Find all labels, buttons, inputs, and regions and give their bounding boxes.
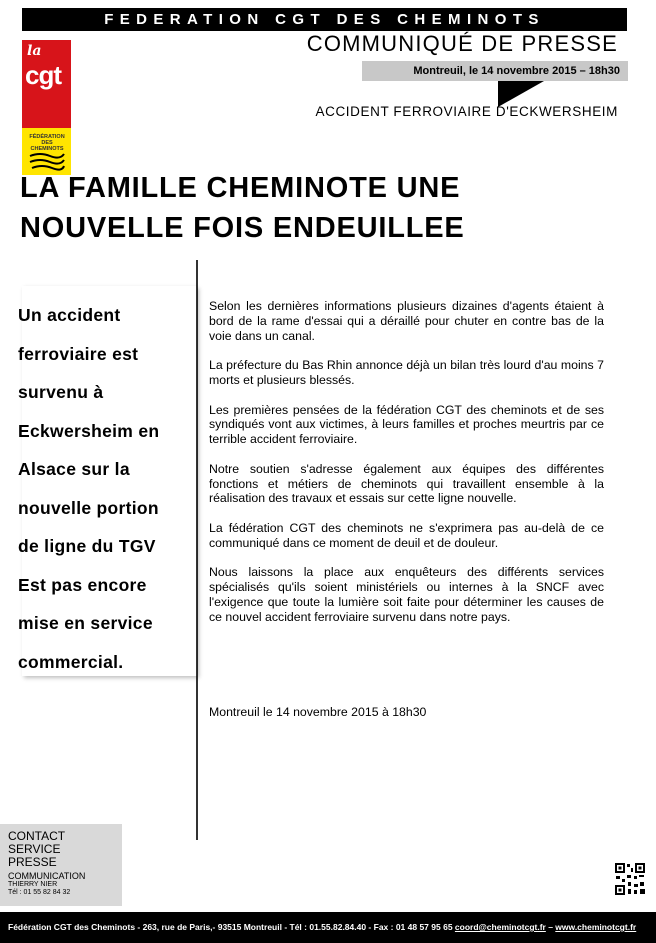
sidebar-line: mise en service	[18, 613, 153, 633]
sidebar-line: Alsace sur la	[18, 459, 130, 479]
logo-caption: FÉDÉRATION DES CHEMINOTS	[29, 134, 65, 152]
footer-address: Fédération CGT des Cheminots - 263, rue de Paris,- 93515 Montreuil - Tél : 01.55.82.84.40 - Fax : 01 48 57 95 65	[8, 922, 455, 932]
footer-email-link[interactable]: coord@cheminotcgt.fr	[454, 922, 546, 932]
logo-la-text: la	[27, 43, 42, 59]
contact-department: COMMUNICATION	[8, 871, 86, 881]
press-contact-box	[0, 824, 122, 906]
headline-line-2: NOUVELLE FOIS ENDEUILLEE	[20, 212, 465, 244]
contact-phone: Tél : 01 55 82 84 32	[8, 889, 71, 896]
contact-label: CONTACT	[8, 829, 66, 843]
press-release-body	[209, 299, 604, 639]
sidebar-line: nouvelle portion	[18, 497, 159, 518]
body-paragraph: Notre soutien s'adresse également aux équipes des différentes fonctions et métiers de cheminots qui travaillent ensemble à la réalisation des travaux et essais sur cette ligne nouvelle.	[209, 461, 604, 506]
body-paragraph: Selon les dernières informations plusieurs dizaines d'agents étaient à bord de la rame d'essai qui a déraillé pour chuter en contre bas de la voie dans un canal.	[209, 299, 604, 343]
body-paragraph: Les premières pensées de la fédération CGT des cheminots et de ses syndiqués vont aux victimes, à leurs familles et proches meurtris par ce terrible accident ferroviaire.	[209, 402, 604, 447]
cgt-logo	[22, 40, 71, 175]
logo-cgt-text: cgt	[25, 60, 61, 90]
sidebar-line: commercial.	[18, 651, 124, 672]
sidebar-summary	[18, 296, 190, 681]
headline-line-1: LA FAMILLE CHEMINOTE UNE	[20, 172, 461, 204]
federation-banner: FEDERATION CGT DES CHEMINOTS	[22, 8, 627, 31]
body-paragraph: La préfecture du Bas Rhin annonce déjà un bilan très lourd d'au moins 7 morts et plusieurs blessés.	[209, 358, 604, 387]
footer-website-link[interactable]: www.cheminotcgt.fr	[555, 922, 637, 932]
contact-name: THIERRY NIER	[8, 881, 58, 888]
sidebar-line: Eckwersheim en	[18, 420, 160, 441]
sidebar-line: de ligne du TGV	[18, 536, 156, 556]
subject-line: ACCIDENT FERROVIAIRE D'ECKWERSHEIM	[315, 104, 618, 119]
body-paragraph: Nous laissons la place aux enquêteurs des différents services spécialisés qu'ils soient ministériels ou internes à la SNCF avec l'exigence que toute la lumière soit faite pour déterminer les causes de ce nouvel accident ferroviaire survenu dans notre pays.	[209, 565, 604, 624]
contact-label: PRESSE	[8, 855, 57, 869]
headline	[20, 168, 640, 248]
footer-separator: –	[545, 922, 556, 932]
sidebar-line: ferroviaire est	[18, 343, 139, 364]
sidebar-line: Un accident	[18, 305, 121, 325]
footer-bar	[0, 912, 656, 943]
sign-off: Montreuil le 14 novembre 2015 à 18h30	[209, 705, 427, 719]
date-line: Montreuil, le 14 novembre 2015 – 18h30	[362, 61, 628, 81]
body-paragraph: La fédération CGT des cheminots ne s'exprimera pas au-delà de ce communiqué dans ce moment de deuil et de douleur.	[209, 520, 604, 550]
sidebar-line: Est pas encore	[18, 574, 147, 595]
sidebar-line: survenu à	[18, 382, 104, 402]
qr-code-icon	[614, 862, 646, 896]
contact-label: SERVICE	[8, 842, 61, 856]
document-type-title: COMMUNIQUÉ DE PRESSE	[306, 31, 618, 56]
